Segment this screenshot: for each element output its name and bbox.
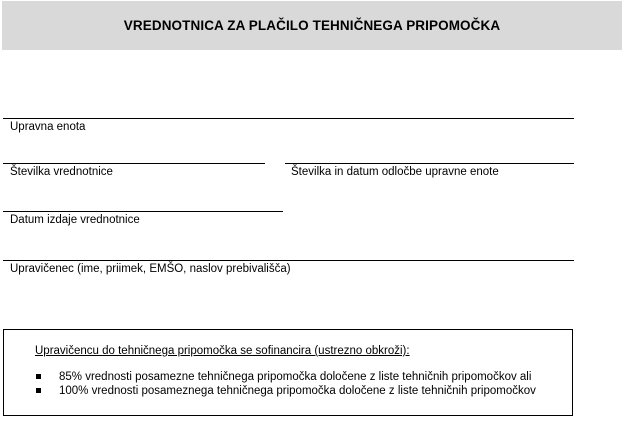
form-title: VREDNOTNICA ZA PLAČILO TEHNIČNEGA PRIPOMOČKA — [123, 18, 501, 33]
stevilka-odlocbe-label: Številka in datum odločbe upravne enote — [291, 166, 499, 178]
upravna-enota-label: Upravna enota — [10, 121, 86, 133]
stevilka-vrednotnice-label: Številka vrednotnice — [10, 166, 113, 178]
cofinancing-options — [35, 370, 536, 398]
stevilka-odlocbe-line[interactable] — [285, 163, 574, 164]
stevilka-vrednotnice-line[interactable] — [3, 163, 265, 164]
form-header — [2, 1, 622, 50]
datum-izdaje-line[interactable] — [3, 211, 283, 212]
upravicenec-label: Upravičenec (ime, priimek, EMŠO, naslov prebivališča) — [10, 263, 291, 275]
cofinancing-option-85[interactable] — [35, 370, 536, 384]
upravna-enota-line[interactable] — [3, 118, 574, 119]
cofinancing-option-85-text: 85% vrednosti posamezne tehničnega pripomočka določene z liste tehničnih pripomočkov ali — [59, 371, 532, 383]
bullet-icon — [36, 388, 41, 393]
cofinancing-option-100-text: 100% vrednosti posameznega tehničnega pripomočka določene z liste tehničnih pripomočkov — [59, 385, 536, 397]
datum-izdaje-label: Datum izdaje vrednotnice — [10, 214, 140, 226]
upravicenec-line[interactable] — [3, 260, 574, 261]
cofinancing-heading: Upravičencu do tehničnega pripomočka se sofinancira (ustrezno obkroži): — [35, 345, 410, 357]
cofinancing-option-100[interactable] — [35, 384, 536, 398]
cofinancing-box — [3, 329, 573, 416]
bullet-icon — [36, 374, 41, 379]
